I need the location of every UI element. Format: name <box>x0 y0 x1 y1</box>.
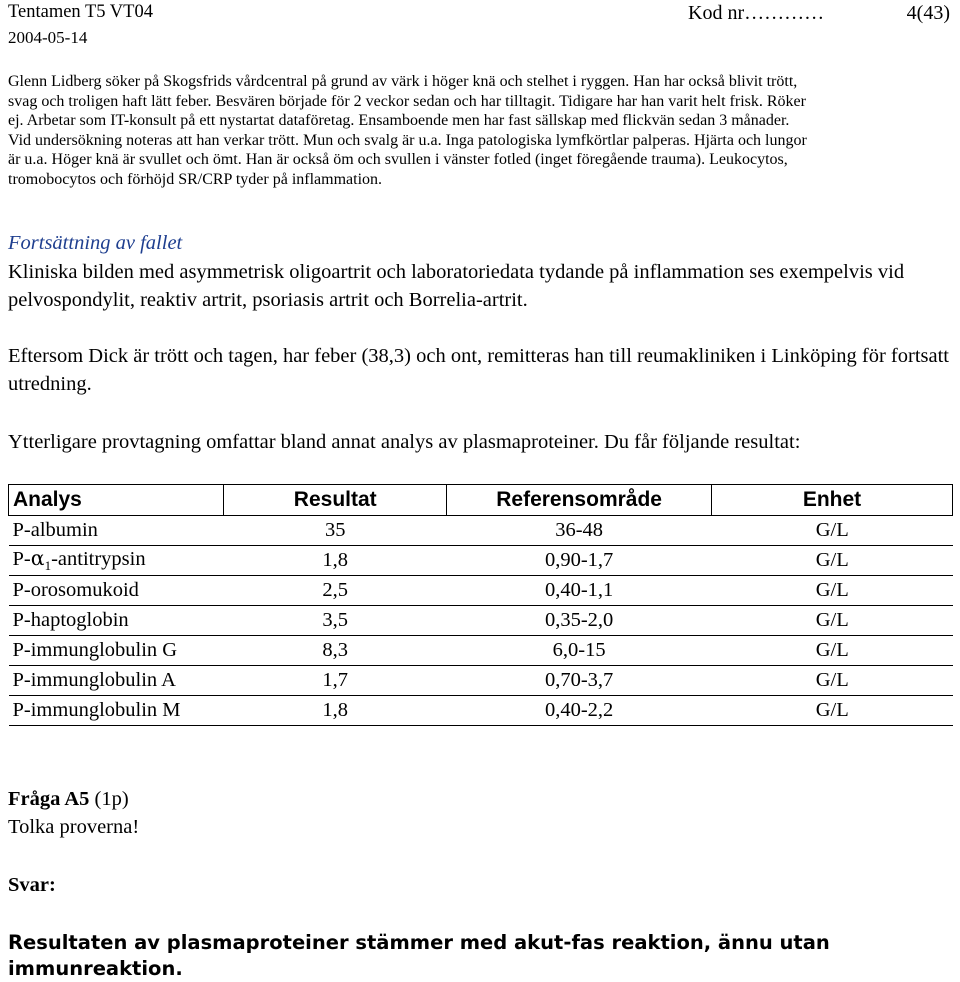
cell-resultat: 1,8 <box>224 546 447 576</box>
table-row <box>9 516 953 546</box>
cell-referens: 0,70-3,7 <box>447 666 712 696</box>
cell-referens: 36-48 <box>447 516 712 546</box>
cell-analys: P-immunglobulin G <box>9 636 224 666</box>
analys-suffix: -antitrypsin <box>51 548 146 571</box>
cell-enhet: G/L <box>712 666 953 696</box>
table-row <box>9 606 953 636</box>
cell-analys: P-albumin <box>9 516 224 546</box>
cell-analys <box>9 546 224 576</box>
alpha-symbol: α <box>30 546 45 571</box>
column-header-referensomrade: Referensområde <box>447 485 712 516</box>
case-line: Vid undersökning noteras att han verkar trött. Mun och svalg är u.a. Inga patologiska lymfkörtlar palperas. Hjärta och lungor <box>8 131 807 149</box>
question-points: (1p) <box>94 788 129 810</box>
column-header-enhet: Enhet <box>712 485 953 516</box>
question-heading <box>8 788 129 811</box>
analys-prefix: P- <box>12 548 31 571</box>
cell-referens: 0,90-1,7 <box>447 546 712 576</box>
paragraph-referral: Eftersom Dick är trött och tagen, har feber (38,3) och ont, remitteras han till reumakliniken i Linköping för fortsatt utredning. <box>8 345 949 395</box>
cell-enhet: G/L <box>712 516 953 546</box>
cell-enhet: G/L <box>712 546 953 576</box>
cell-resultat: 1,8 <box>224 696 447 726</box>
table-row <box>9 666 953 696</box>
answer-text: Resultaten av plasmaproteiner stämmer med akut-fas reaktion, ännu utan immunreaktion. <box>8 931 830 980</box>
cell-referens: 6,0-15 <box>447 636 712 666</box>
table-header-row <box>9 485 953 516</box>
table-row <box>9 696 953 726</box>
question-label: Fråga A5 <box>8 788 90 810</box>
case-line: ej. Arbetar som IT-konsult på ett nystartat dataföretag. Ensamboende men har fast sällskap med flickvän sedan 3 månader. <box>8 112 790 129</box>
exam-title: Tentamen T5 VT04 <box>8 2 153 22</box>
cell-enhet: G/L <box>712 636 953 666</box>
case-description <box>8 72 953 189</box>
alpha-subscript: 1 <box>44 558 52 574</box>
column-header-resultat: Resultat <box>224 485 447 516</box>
cell-referens: 0,40-1,1 <box>447 576 712 606</box>
cell-resultat: 1,7 <box>224 666 447 696</box>
case-line: Glenn Lidberg söker på Skogsfrids vårdcentral på grund av värk i höger knä och stelhet i ryggen. Han har också blivit trött, <box>8 73 798 90</box>
table-row <box>9 546 953 576</box>
paragraph-sampling: Ytterligare provtagning omfattar bland annat analys av plasmaproteiner. Du får följande resultat: <box>8 431 801 453</box>
cell-analys: P-immunglobulin A <box>9 666 224 696</box>
section-title: Fortsättning av fallet <box>8 232 183 254</box>
cell-enhet: G/L <box>712 576 953 606</box>
cell-enhet: G/L <box>712 696 953 726</box>
column-header-analys: Analys <box>9 485 224 516</box>
cell-referens: 0,40-2,2 <box>447 696 712 726</box>
cell-resultat: 35 <box>224 516 447 546</box>
code-number-field: Kod nr………… <box>688 2 825 24</box>
cell-resultat: 2,5 <box>224 576 447 606</box>
page-number: 4(43) <box>906 2 950 24</box>
answer-label: Svar: <box>8 874 56 896</box>
cell-analys: P-haptoglobin <box>9 606 224 636</box>
paragraph-clinical-picture: Kliniska bilden med asymmetrisk oligoartrit och laboratoriedata tydande på inflammation ses exempelvis vid pelvospondylit, reaktiv artrit, psoriasis artrit och Borrelia-artrit. <box>8 261 905 311</box>
exam-date: 2004-05-14 <box>8 28 88 47</box>
case-line: svag och troligen haft lätt feber. Besvären började för 2 veckor sedan och har tilltagit. Tidigare har han varit helt frisk. Röker <box>8 92 806 110</box>
case-line: är u.a. Höger knä är svullet och ömt. Han är också öm och svullen i vänster fotled (inget föregående trauma). Leukocytos, <box>8 151 788 168</box>
cell-referens: 0,35-2,0 <box>447 606 712 636</box>
cell-resultat: 3,5 <box>224 606 447 636</box>
plasma-protein-table <box>8 484 953 726</box>
cell-analys: P-immunglobulin M <box>9 696 224 726</box>
question-text: Tolka proverna! <box>8 816 140 838</box>
case-line: tromobocytos och förhöjd SR/CRP tyder på inflammation. <box>8 170 383 188</box>
cell-resultat: 8,3 <box>224 636 447 666</box>
page-header <box>8 2 950 48</box>
cell-enhet: G/L <box>712 606 953 636</box>
table-row <box>9 636 953 666</box>
cell-analys: P-orosomukoid <box>9 576 224 606</box>
table-row <box>9 576 953 606</box>
